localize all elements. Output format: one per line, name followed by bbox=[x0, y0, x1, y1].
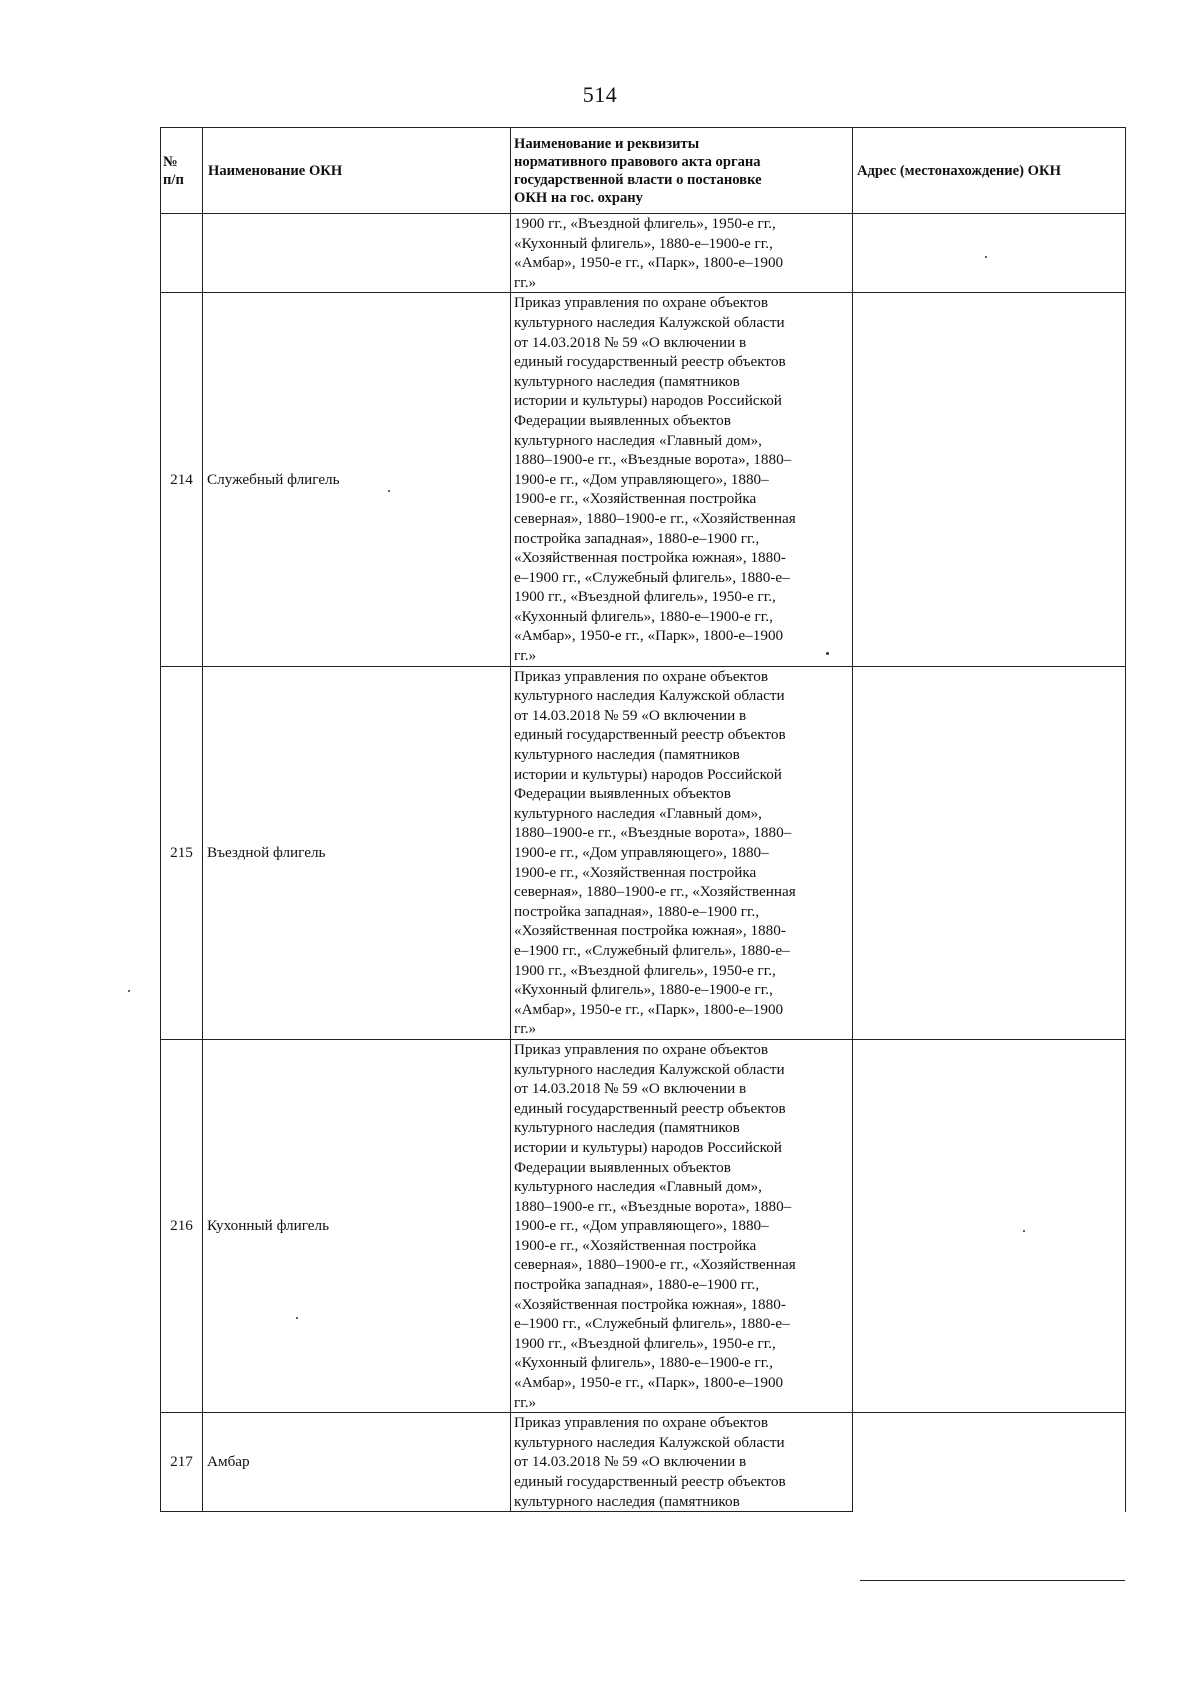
page-number: 514 bbox=[582, 82, 618, 107]
bottom-rule bbox=[860, 1580, 1125, 1581]
legal-act-line: е–1900 гг., «Служебный флигель», 1880-е– bbox=[514, 568, 790, 586]
legal-act-line: культурного наследия Калужской области bbox=[514, 313, 785, 331]
object-name: Въездной флигель bbox=[203, 666, 511, 1039]
legal-act-line: «Кухонный флигель», 1880-е–1900-е гг., bbox=[514, 607, 773, 625]
legal-act-line: культурного наследия «Главный дом», bbox=[514, 431, 762, 449]
legal-act-line: постройка западная», 1880-е–1900 гг., bbox=[514, 529, 760, 547]
table-row bbox=[161, 666, 1126, 1039]
row-number: 217 bbox=[161, 1413, 203, 1512]
okn-table bbox=[160, 127, 1126, 1512]
legal-act-details bbox=[511, 1413, 853, 1512]
legal-act-line: «Амбар», 1950-е гг., «Парк», 1800-е–1900 bbox=[514, 1000, 784, 1018]
legal-act-line: единый государственный реестр объектов bbox=[514, 1099, 786, 1117]
header-name-line: Наименование ОКН bbox=[208, 162, 343, 179]
legal-act-line: «Хозяйственная постройка южная», 1880- bbox=[514, 922, 786, 940]
legal-act-line: 1900-е гг., «Хозяйственная постройка bbox=[514, 863, 757, 881]
legal-act-line: гг.» bbox=[514, 273, 537, 291]
legal-act-line: Федерации выявленных объектов bbox=[514, 1158, 731, 1176]
legal-act-line: от 14.03.2018 № 59 «О включении в bbox=[514, 333, 747, 351]
legal-act-line: «Кухонный флигель», 1880-е–1900-е гг., bbox=[514, 234, 773, 252]
legal-act-line: 1900 гг., «Въездной флигель», 1950-е гг., bbox=[514, 961, 776, 979]
legal-act-line: Приказ управления по охране объектов bbox=[514, 294, 769, 312]
legal-act-details bbox=[511, 1039, 853, 1412]
table-body bbox=[161, 214, 1126, 1512]
legal-act-line: северная», 1880–1900-е гг., «Хозяйственная bbox=[514, 509, 796, 527]
legal-act-line: северная», 1880–1900-е гг., «Хозяйственная bbox=[514, 1256, 796, 1274]
legal-act-line: от 14.03.2018 № 59 «О включении в bbox=[514, 706, 747, 724]
legal-act-line: культурного наследия Калужской области bbox=[514, 1433, 785, 1451]
legal-act-line: культурного наследия (памятников bbox=[514, 1492, 740, 1510]
legal-act-line: 1880–1900-е гг., «Въездные ворота», 1880– bbox=[514, 824, 792, 842]
legal-act-line: «Кухонный флигель», 1880-е–1900-е гг., bbox=[514, 1354, 773, 1372]
legal-act-line: единый государственный реестр объектов bbox=[514, 1473, 786, 1490]
header-address-line: Адрес (местонахождение) ОКН bbox=[857, 162, 1061, 179]
legal-act-line: истории и культуры) народов Российской bbox=[514, 392, 782, 410]
legal-act-line: от 14.03.2018 № 59 «О включении в bbox=[514, 1080, 747, 1098]
legal-act-line: истории и культуры) народов Российской bbox=[514, 765, 782, 783]
legal-act-line: Приказ управления по охране объектов bbox=[514, 667, 769, 685]
legal-act-line: истории и культуры) народов Российской bbox=[514, 1138, 782, 1156]
legal-act-line: Федерации выявленных объектов bbox=[514, 411, 731, 429]
legal-act-line: 1900-е гг., «Дом управляющего», 1880– bbox=[514, 844, 769, 861]
legal-act-line: культурного наследия (памятников bbox=[514, 372, 740, 390]
object-address bbox=[853, 293, 1126, 666]
legal-act-line: Федерации выявленных объектов bbox=[514, 785, 731, 803]
object-address bbox=[853, 1039, 1126, 1412]
legal-act-line: «Амбар», 1950-е гг., «Парк», 1800-е–1900 bbox=[514, 1374, 784, 1392]
table-row bbox=[161, 293, 1126, 666]
legal-act-line: 1900 гг., «Въездной флигель», 1950-е гг., bbox=[514, 215, 776, 232]
legal-act-line: культурного наследия «Главный дом», bbox=[514, 804, 762, 822]
header-address bbox=[853, 128, 1126, 214]
legal-act-line: 1900 гг., «Въездной флигель», 1950-е гг., bbox=[514, 588, 776, 606]
legal-act-line: «Амбар», 1950-е гг., «Парк», 1800-е–1900 bbox=[514, 627, 784, 645]
object-name bbox=[203, 214, 511, 293]
legal-act-line: «Хозяйственная постройка южная», 1880- bbox=[514, 1295, 786, 1313]
legal-act-line: культурного наследия Калужской области bbox=[514, 687, 785, 705]
header-name bbox=[203, 128, 511, 214]
legal-act-line: 1900-е гг., «Дом управляющего», 1880– bbox=[514, 1217, 769, 1235]
legal-act-line: «Хозяйственная постройка южная», 1880- bbox=[514, 549, 786, 567]
object-address bbox=[853, 1413, 1126, 1512]
legal-act-line: 1900 гг., «Въездной флигель», 1950-е гг., bbox=[514, 1334, 776, 1352]
table-header-row bbox=[161, 128, 1126, 214]
header-act-line: Наименование и реквизиты bbox=[514, 136, 700, 152]
legal-act-line: 1900-е гг., «Хозяйственная постройка bbox=[514, 490, 757, 508]
legal-act-line: северная», 1880–1900-е гг., «Хозяйственная bbox=[514, 883, 796, 901]
header-act-line: ОКН на гос. охрану bbox=[514, 190, 643, 206]
object-address bbox=[853, 666, 1126, 1039]
legal-act-line: единый государственный реестр объектов bbox=[514, 353, 786, 371]
object-name: Амбар bbox=[203, 1413, 511, 1512]
legal-act-line: от 14.03.2018 № 59 «О включении в bbox=[514, 1453, 747, 1471]
legal-act-details bbox=[511, 293, 853, 666]
legal-act-line: гг.» bbox=[514, 1020, 537, 1038]
object-address bbox=[853, 214, 1126, 293]
legal-act-line: постройка западная», 1880-е–1900 гг., bbox=[514, 902, 760, 920]
scan-speck bbox=[128, 990, 130, 992]
legal-act-details bbox=[511, 666, 853, 1039]
header-number-line: № bbox=[163, 153, 178, 170]
table-row bbox=[161, 1039, 1126, 1412]
scan-speck bbox=[1023, 1230, 1025, 1232]
row-number: 215 bbox=[161, 666, 203, 1039]
header-act bbox=[511, 128, 853, 214]
legal-act-line: 1900-е гг., «Дом управляющего», 1880– bbox=[514, 470, 769, 488]
scan-speck bbox=[388, 490, 390, 492]
legal-act-line: единый государственный реестр объектов bbox=[514, 726, 786, 744]
legal-act-line: гг.» bbox=[514, 1393, 537, 1411]
legal-act-line: 1880–1900-е гг., «Въездные ворота», 1880– bbox=[514, 451, 792, 469]
header-act-line: государственной власти о постановке bbox=[514, 172, 762, 188]
object-name: Служебный флигель bbox=[203, 293, 511, 666]
legal-act-line: гг.» bbox=[514, 647, 537, 665]
header-act-line: нормативного правового акта органа bbox=[514, 154, 761, 170]
row-number bbox=[161, 214, 203, 293]
legal-act-line: «Кухонный флигель», 1880-е–1900-е гг., bbox=[514, 981, 773, 999]
row-number: 214 bbox=[161, 293, 203, 666]
table-row bbox=[161, 214, 1126, 293]
legal-act-line: е–1900 гг., «Служебный флигель», 1880-е– bbox=[514, 941, 790, 959]
table-row bbox=[161, 1413, 1126, 1512]
scan-speck bbox=[985, 256, 987, 258]
object-name: Кухонный флигель bbox=[203, 1039, 511, 1412]
legal-act-line: культурного наследия Калужской области bbox=[514, 1060, 785, 1078]
legal-act-line: Приказ управления по охране объектов bbox=[514, 1040, 769, 1058]
legal-act-line: «Амбар», 1950-е гг., «Парк», 1800-е–1900 bbox=[514, 254, 784, 272]
legal-act-line: е–1900 гг., «Служебный флигель», 1880-е– bbox=[514, 1315, 790, 1333]
legal-act-line: постройка западная», 1880-е–1900 гг., bbox=[514, 1276, 760, 1294]
legal-act-line: культурного наследия (памятников bbox=[514, 746, 740, 764]
legal-act-line: культурного наследия (памятников bbox=[514, 1119, 740, 1137]
legal-act-line: 1900-е гг., «Хозяйственная постройка bbox=[514, 1236, 757, 1254]
header-number-line: п/п bbox=[163, 171, 184, 188]
row-number: 216 bbox=[161, 1039, 203, 1412]
legal-act-line: культурного наследия «Главный дом», bbox=[514, 1178, 762, 1196]
legal-act-line: 1880–1900-е гг., «Въездные ворота», 1880– bbox=[514, 1197, 792, 1215]
scan-speck bbox=[296, 1317, 298, 1319]
legal-act-line: Приказ управления по охране объектов bbox=[514, 1414, 769, 1432]
header-number bbox=[161, 128, 203, 214]
scan-speck bbox=[826, 652, 829, 655]
legal-act-details bbox=[511, 214, 853, 293]
